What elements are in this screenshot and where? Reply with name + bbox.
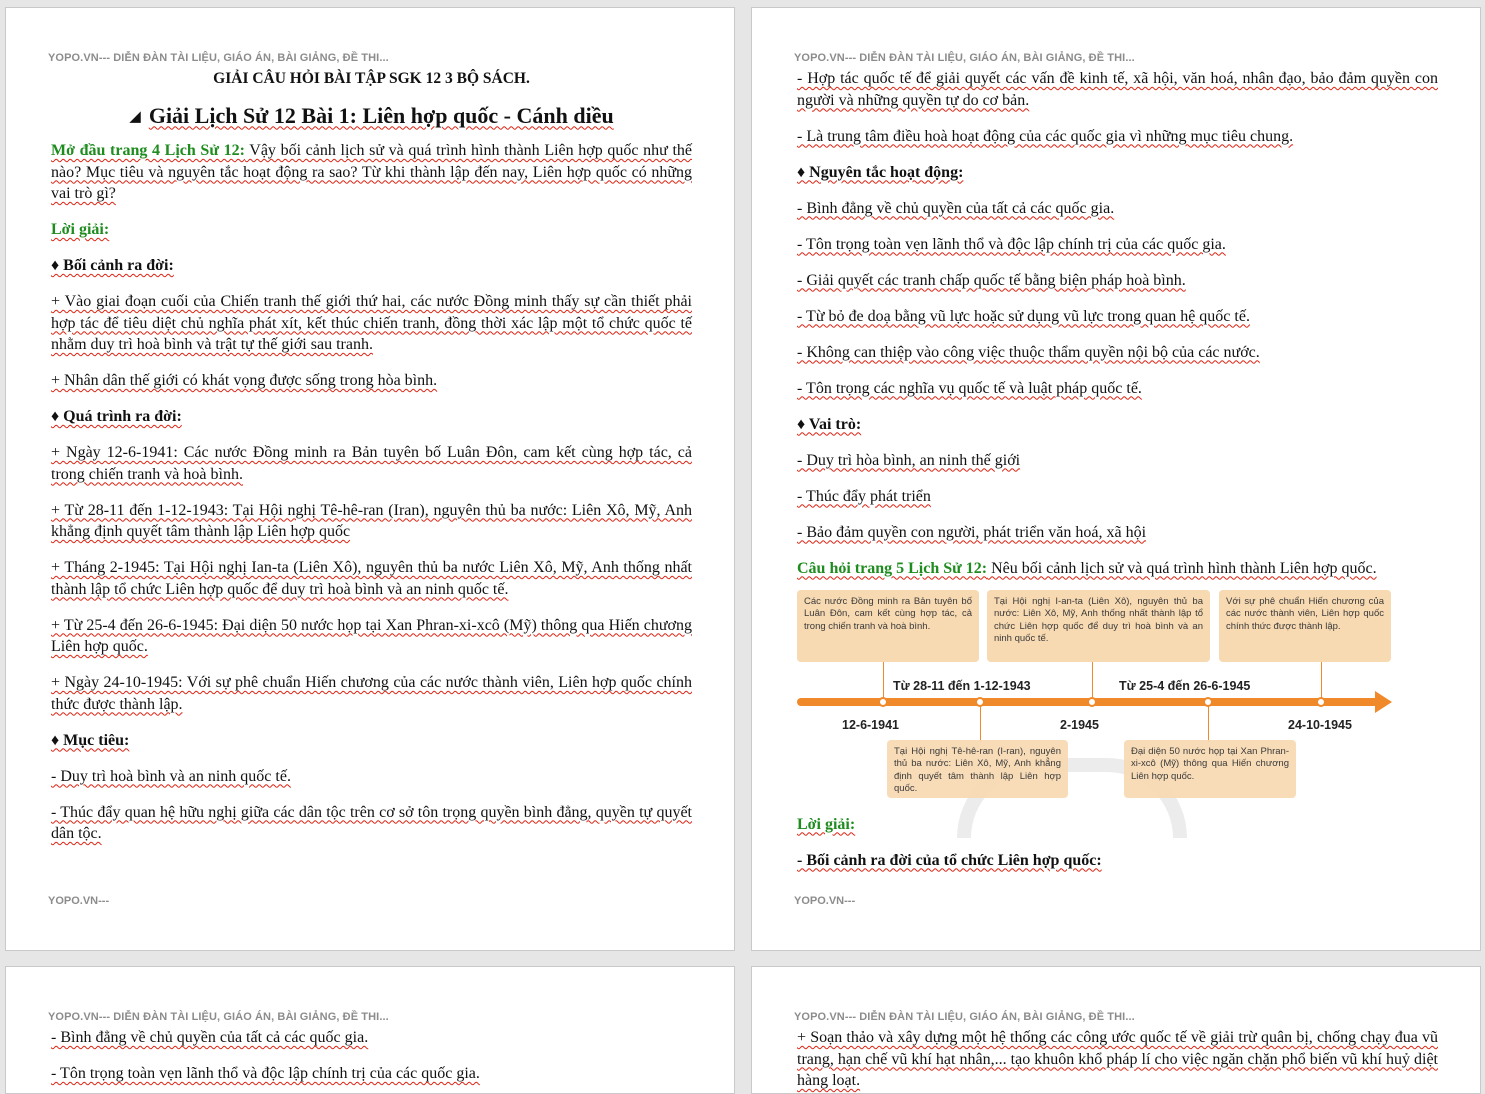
heading-boicanh: ♦ Bối cảnh ra đời: [51, 257, 174, 274]
page-header: YOPO.VN--- DIỄN ĐÀN TÀI LIỆU, GIÁO ÁN, BÀI GIẢNG, ĐỀ THI... [794, 52, 1135, 64]
timeline-dot [975, 697, 985, 707]
paragraph: - Là trung tâm điều hoà hoạt động của các quốc gia vì những mục tiêu chung. [797, 127, 1294, 145]
page-header: YOPO.VN--- DIỄN ĐÀN TÀI LIỆU, GIÁO ÁN, BÀI GIẢNG, ĐỀ THI... [48, 52, 389, 64]
timeline-dot [1087, 697, 1097, 707]
intro-text: Vậy bối cảnh lịch sử và quá trình hình thành Liên hợp quốc như thế nào? Mục tiêu và nguyên tắc hoạt động ra sao? Từ khi thành lập đến nay, Liên hợp quốc có những vai trò gì? [51, 142, 693, 202]
paragraph: - Bình đẳng về chủ quyền của tất cả các quốc gia. [797, 199, 1115, 217]
answer-label: Lời giải: [797, 815, 856, 833]
page-footer: YOPO.VN--- [48, 895, 110, 907]
paragraph: + Soạn thảo và xây dựng một hệ thống các công ước quốc tế về giải trừ quân bị, chống chạy đua vũ trang, hạn chế vũ khí hạt nhân,... tạo khuôn khổ pháp lí cho việc ngăn chặn phổ biến vũ khí huỷ diệt hàng loạt. [797, 1029, 1438, 1089]
timeline-dot [878, 697, 888, 707]
paragraph: + Nhân dân thế giới có khát vọng được sống trong hòa bình. [51, 372, 438, 389]
timeline-label-below: 2-1945 [1060, 717, 1099, 732]
timeline-box-oct-1945: Với sự phê chuẩn Hiến chương của các nước thành viên, Liên hợp quốc chính thức được thành lập. [1219, 590, 1391, 662]
page-title [51, 102, 692, 129]
heading-muctieu: ♦ Mục tiêu: [51, 731, 130, 749]
paragraph: - Thúc đẩy phát triển [797, 487, 931, 505]
document-page-1 [5, 7, 735, 951]
question-paragraph [797, 558, 1438, 580]
arrow-head-icon [1375, 691, 1392, 713]
timeline-stem [1321, 662, 1322, 700]
document-top-title: GIẢI CÂU HỎI BÀI TẬP SGK 12 3 BỘ SÁCH. [213, 70, 530, 87]
answer-label: Lời giải: [51, 221, 110, 238]
paragraph: - Từ bỏ đe doạ bằng vũ lực hoặc sử dụng vũ lực trong quan hệ quốc tế. [797, 307, 1250, 325]
page-body [51, 68, 692, 859]
paragraph: + Ngày 12-6-1941: Các nước Đồng minh ra Bản tuyên bố Luân Đôn, cam kết cùng hợp tác, cả trong chiến tranh và hoà bình. [51, 444, 692, 483]
paragraph: + Ngày 24-10-1945: Với sự phê chuẩn Hiến chương của các nước thành viên, Liên hợp quốc chính thức được thành lập. [51, 674, 692, 713]
intro-paragraph [51, 140, 692, 205]
paragraph: + Tháng 2-1945: Tại Hội nghị Ian-ta (Liên Xô), nguyên thủ ba nước Liên Xô, Mỹ, Anh thống nhất thành lập tổ chức Liên hợp quốc để duy trì hoà bình và an ninh quốc tế. [51, 559, 692, 598]
timeline-box-feb-1945: Tại Hội nghị I-an-ta (Liên Xô), nguyên thủ ba nước: Liên Xô, Mỹ, Anh thống nhất thành lập tổ chức Liên hợp quốc để duy trì hoà bình và an ninh quốc tế. [987, 590, 1210, 662]
page-footer: YOPO.VN--- [794, 895, 856, 907]
intro-label: Mở đầu trang 4 Lịch Sử 12: [51, 142, 245, 159]
timeline-stem [1092, 662, 1093, 700]
timeline-stem [980, 706, 981, 742]
heading-nguyentac: ♦ Nguyên tắc hoạt động: [797, 163, 964, 181]
heading-marker-icon: ◢ [129, 108, 141, 125]
page-body [797, 68, 1438, 886]
timeline-stem [1208, 706, 1209, 742]
paragraph: - Hợp tác quốc tế để giải quyết các vấn đề kinh tế, xã hội, văn hoá, nhân đạo, bảo đảm quyền con người và những quyền tự do cơ bản. [797, 70, 1438, 109]
page-body [51, 1027, 692, 1094]
timeline-label-below: 12-6-1941 [842, 717, 899, 732]
document-page-4 [751, 966, 1481, 1094]
timeline-label-above: Từ 28-11 đến 1-12-1943 [893, 678, 1031, 693]
timeline-stem [883, 662, 884, 700]
title-text: Giải Lịch Sử 12 Bài 1: Liên hợp quốc - Cánh diều [148, 102, 614, 128]
paragraph: - Duy trì hòa bình, an ninh thế giới [797, 451, 1021, 469]
page-header: YOPO.VN--- DIỄN ĐÀN TÀI LIỆU, GIÁO ÁN, BÀI GIẢNG, ĐỀ THI... [794, 1011, 1135, 1023]
question-text: Nêu bối cảnh lịch sử và quá trình hình thành Liên hợp quốc. [987, 559, 1377, 577]
paragraph: + Từ 28-11 đến 1-12-1943: Tại Hội nghị Tê-hê-ran (Iran), nguyên thủ ba nước: Liên Xô, Mỹ, Anh khẳng định quyết tâm thành lập Liên hợp quốc [51, 501, 692, 540]
paragraph: + Từ 25-4 đến 26-6-1945: Đại diện 50 nước họp tại Xan Phran-xi-xcô (Mỹ) thông qua Hiến chương Liên hợp quốc. [51, 616, 692, 655]
heading-quatrinh: ♦ Quá trình ra đời: [51, 408, 182, 425]
paragraph: - Tôn trọng toàn vẹn lãnh thổ và độc lập chính trị của các quốc gia. [797, 235, 1226, 253]
heading-vaitro: ♦ Vai trò: [797, 415, 862, 433]
paragraph: - Tôn trọng toàn vẹn lãnh thổ và độc lập chính trị của các quốc gia. [51, 1065, 480, 1082]
question-label: Câu hỏi trang 5 Lịch Sử 12: [797, 559, 988, 577]
paragraph: - Duy trì hoà bình và an ninh quốc tế. [51, 767, 291, 785]
page-body [797, 1027, 1438, 1094]
paragraph: - Bình đẳng về chủ quyền của tất cả các quốc gia. [51, 1029, 369, 1046]
timeline-box-1943: Tại Hội nghị Tê-hê-ran (I-ran), nguyên thủ ba nước: Liên Xô, Mỹ, Anh khẳng định quyết tâm thành lập Liên hợp quốc. [887, 740, 1068, 798]
timeline-box-apr-1945: Đại diện 50 nước họp tại Xan Phran-xi-xcô (Mỹ) thông qua Hiến chương Liên hợp quốc. [1124, 740, 1296, 798]
paragraph: - Thúc đẩy quan hệ hữu nghị giữa các dân tộc trên cơ sở tôn trọng quyền bình đẳng, quyền tự quyết dân tộc. [51, 803, 692, 842]
paragraph: - Giải quyết các tranh chấp quốc tế bằng biện pháp hoà bình. [797, 271, 1186, 289]
timeline-label-below: 24-10-1945 [1288, 717, 1352, 732]
document-page-2 [751, 7, 1481, 951]
paragraph: + Vào giai đoạn cuối của Chiến tranh thế giới thứ hai, các nước Đồng minh thấy sự cần thiết phải hợp tác để tiêu diệt chủ nghĩa phát xít, kết thúc chiến tranh, đồng thời xác lập một tổ chức quốc tế nhằm duy trì hoà bình và trật tự thế giới sau tranh. [51, 293, 692, 353]
paragraph: - Bảo đảm quyền con người, phát triển văn hoá, xã hội [797, 523, 1147, 541]
heading-last: - Bối cảnh ra đời của tổ chức Liên hợp quốc: [797, 851, 1102, 869]
timeline-figure [797, 590, 1397, 800]
page-header: YOPO.VN--- DIỄN ĐÀN TÀI LIỆU, GIÁO ÁN, BÀI GIẢNG, ĐỀ THI... [48, 1011, 389, 1023]
timeline-box-1941: Các nước Đồng minh ra Bản tuyên bố Luân Đôn, cam kết cùng hợp tác, cả trong chiến tranh và hoà bình. [797, 590, 979, 662]
paragraph: - Không can thiệp vào công việc thuộc thẩm quyền nội bộ của các nước. [797, 343, 1260, 361]
timeline-dot [1203, 697, 1213, 707]
paragraph: - Tôn trọng các nghĩa vụ quốc tế và luật pháp quốc tế. [797, 379, 1142, 397]
timeline-dot [1316, 697, 1326, 707]
timeline-label-above: Từ 25-4 đến 26-6-1945 [1119, 678, 1251, 693]
document-page-3 [5, 966, 735, 1094]
